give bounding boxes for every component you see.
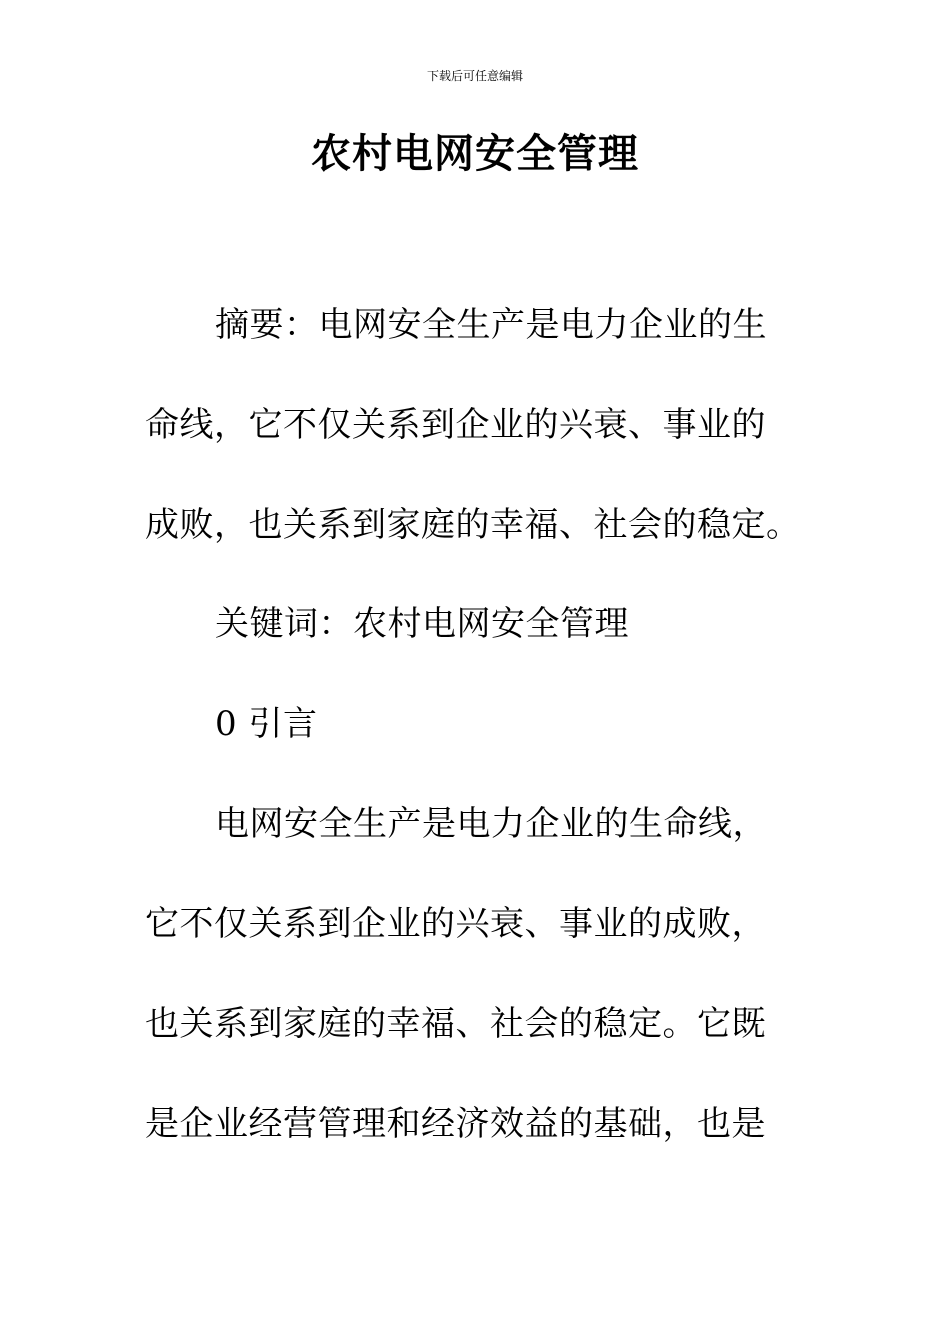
abstract-line-3: 成败，也关系到家庭的幸福、社会的稳定。 <box>145 505 801 545</box>
section-heading: 0 引言 <box>215 704 318 744</box>
header-note: 下载后可任意编辑 <box>426 69 523 83</box>
body-line-3: 也关系到家庭的幸福、社会的稳定。它既 <box>145 1004 766 1044</box>
body-line-4: 是企业经营管理和经济效益的基础，也是 <box>145 1104 766 1144</box>
abstract-line-2: 命线，它不仅关系到企业的兴衰、事业的 <box>145 405 766 445</box>
body-line-2: 它不仅关系到企业的兴衰、事业的成败， <box>145 904 766 944</box>
abstract-line-1: 摘要：电网安全生产是电力企业的生 <box>215 305 767 345</box>
page-title: 农村电网安全管理 <box>311 131 639 177</box>
keywords-line: 关键词：农村电网安全管理 <box>215 604 629 644</box>
body-line-1: 电网安全生产是电力企业的生命线， <box>215 804 767 844</box>
